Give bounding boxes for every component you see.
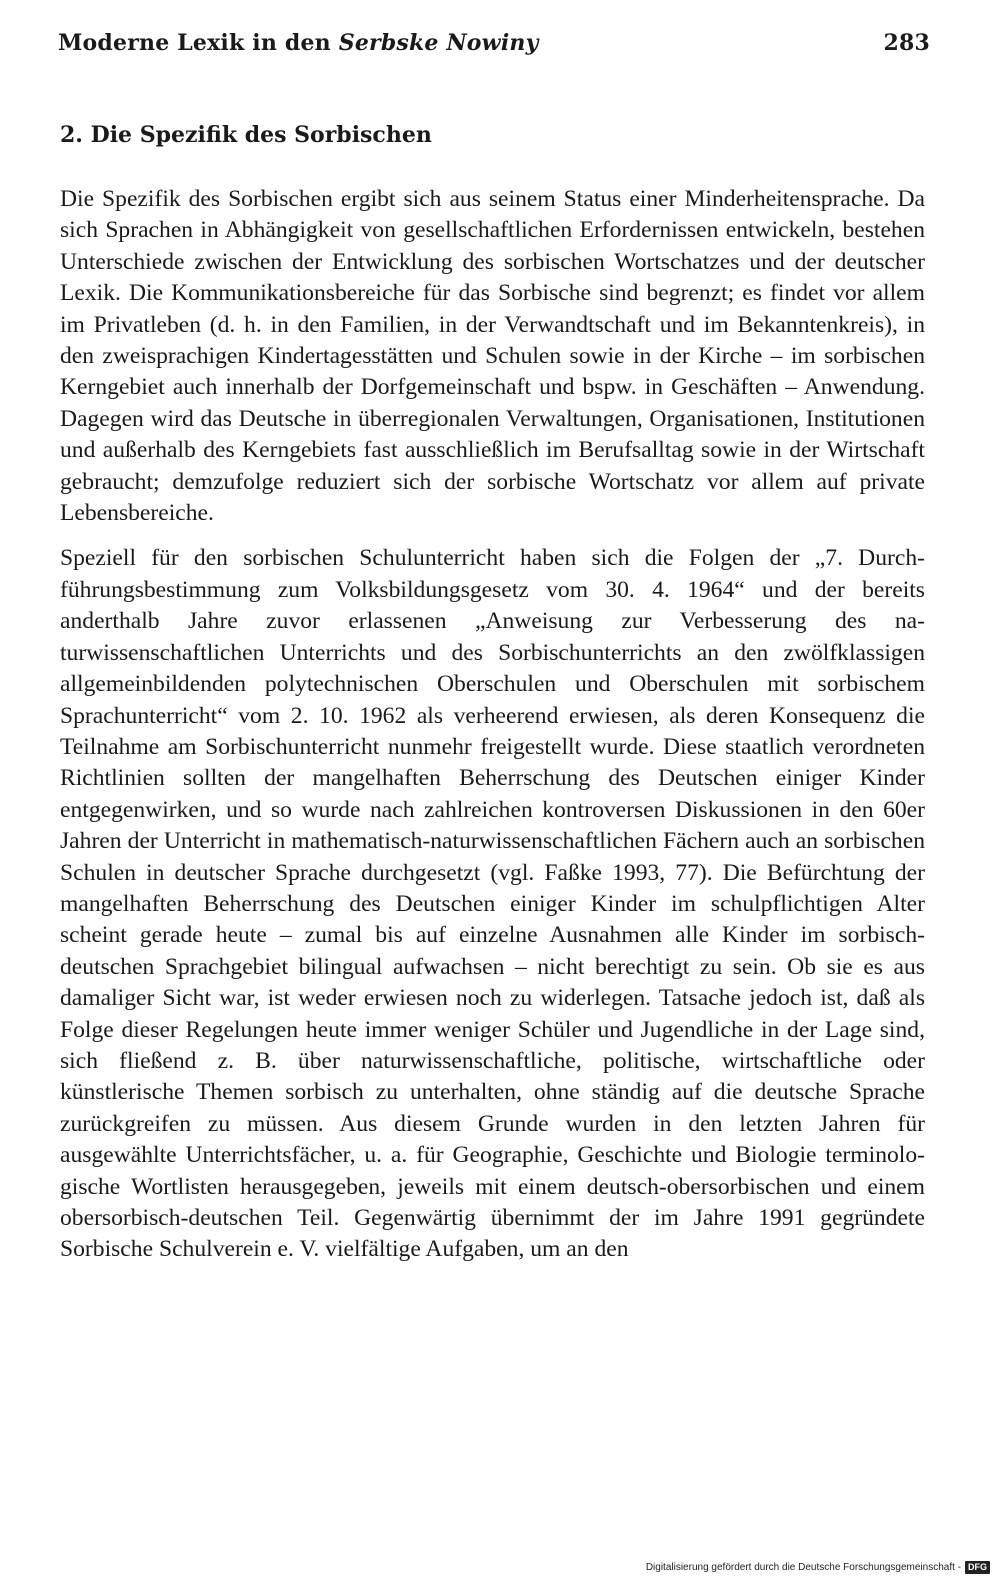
section-heading: 2. Die Spezifik des Sorbischen <box>60 122 432 148</box>
paragraph-1: Die Spezifik des Sorbischen ergibt sich aus seinem Status einer Minderheitensprache. Da sich Sprachen in Abhängigkeit von gesellschaftlichen Erfordernissen entwickeln, bestehen Unterschiede zwischen der Entwicklung des sorbischen Wortschatzes und der deutscher Lexik. Die Kommunikationsbereiche für das Sorbische sind begrenzt; es findet vor allem im Privatleben (d. h. in den Familien, in der Verwandtschaft und im Bekanntenkreis), in den zweisprachigen Kindertagesstätten und Schulen sowie in der Kirche – im sorbischen Kerngebiet auch innerhalb der Dorfgemeinschaft und bspw. in Geschäften – Anwendung. Dagegen wird das Deutsche in überregionalen Verwaltungen, Organisationen, Institutionen und außerhalb des Kerngebiets fast ausschließlich im Berufsalltag sowie in der Wirtschaft gebraucht; demzufolge reduziert sich der sorbische Wortschatz vor allem auf private Lebensbereiche. <box>60 186 925 527</box>
credit-text: Digitalisierung gefördert durch die Deutsche Forschungsgemeinschaft - <box>645 1562 961 1573</box>
page-number: 283 <box>883 30 930 56</box>
running-head-title-italic: Serbske Nowiny <box>338 30 539 56</box>
paragraph-2: Speziell für den sorbischen Schulunterricht haben sich die Folgen der „7. Durchführungsbestimmung zum Volksbildungsgesetz vom 30. 4. 1964“ und der bereits anderthalb Jahre zuvor erlassenen „Anweisung zur Verbesserung des naturwissenschaftlichen Unterrichts und des Sorbischunterrichts an den zwölfklassigen allgemeinbildenden polytechnischen Oberschulen und Oberschulen mit sorbischem Sprachunterricht“ vom 2. 10. 1962 als verheerend erwiesen, als deren Konsequenz die Teilnahme am Sorbischunterricht nunmehr freigestellt wurde. Diese staatlich verordneten Richtlinien sollten der mangelhaften Beherrschung des Deutschen einiger Kinder entgegenwirken, und so wurde nach zahlreichen kontroversen Diskussionen in den 60er Jahren der Unterricht in mathematisch-naturwissenschaftlichen Fächern auch an sorbischen Schulen in deutscher Sprache durchgesetzt (vgl. Faßke 1993, 77). Die Befürchtung der mangelhaften Beherrschung des Deutschen einiger Kinder im schulpflichtigen Alter scheint gerade heute – zumal bis auf einzelne Ausnahmen alle Kinder im sorbisch-deutschen Sprachgebiet bilingual aufwachsen – nicht berechtigt zu sein. Ob sie es aus damaliger Sicht war, ist weder erwiesen noch zu widerlegen. Tatsache jedoch ist, daß als Folge dieser Regelungen heute immer weniger Schüler und Jugendliche in der Lage sind, sich fließend z. B. über naturwissenschaftliche, politische, wirtschaftliche oder künstlerische Themen sorbisch zu unterhalten, ohne ständig auf die deutsche Sprache zurückgreifen zu müssen. Aus diesem Grunde wurden in den letzten Jahren für ausgewählte Unterrichtsfächer, u. a. für Geographie, Geschichte und Biologie terminologische Wortlisten herausgegeben, jeweils mit einem deutsch-obersorbischen und einem obersorbisch-deutschen Teil. Gegenwärtig übernimmt der im Jahre 1991 gegründete Sorbische Schulverein e. V. vielfältige Aufgaben, um an den <box>60 545 925 1263</box>
running-head-title <box>58 30 539 56</box>
digitization-credit <box>646 1561 990 1574</box>
running-head-title-prefix: Moderne Lexik in den <box>58 30 331 56</box>
dfg-logo: DFG <box>965 1561 990 1574</box>
running-head <box>58 30 930 64</box>
body-text <box>60 184 925 1266</box>
